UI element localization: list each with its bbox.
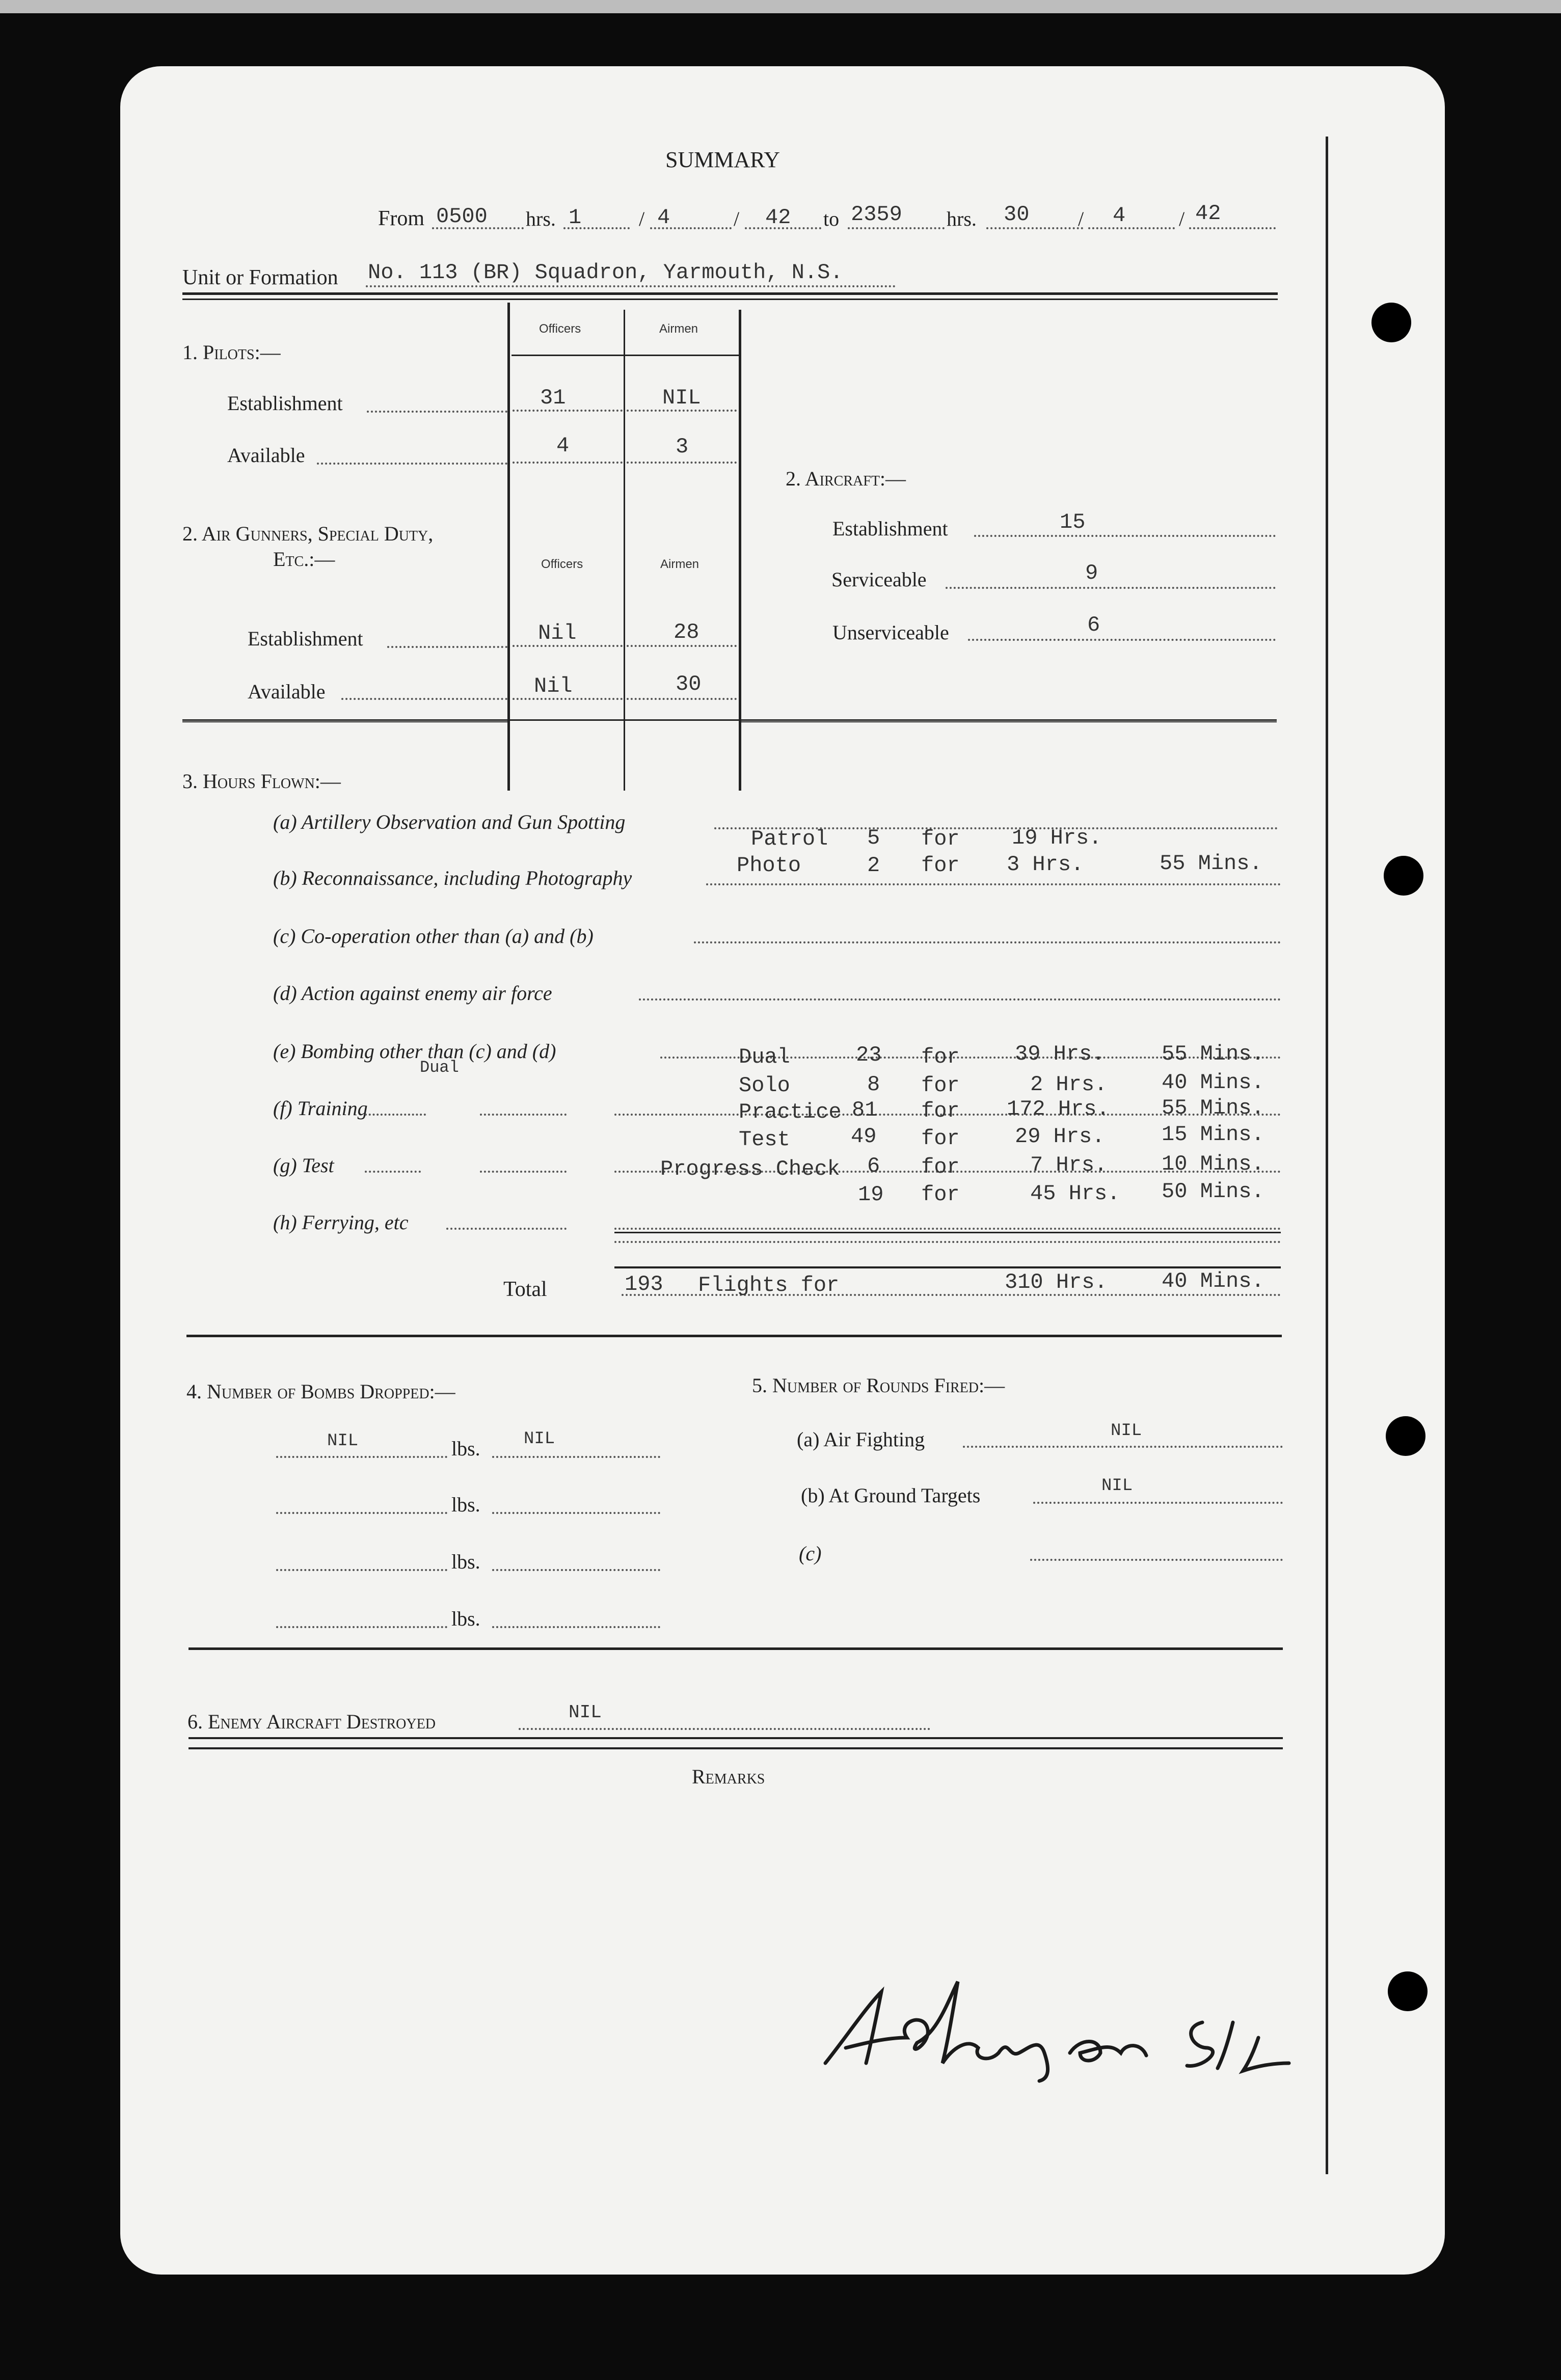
rounds-b-label: (b) At Ground Targets xyxy=(801,1484,981,1507)
hours-h-label: (h) Ferrying, etc xyxy=(273,1211,409,1234)
pilots-available-leader xyxy=(317,463,507,465)
bombs-row2-left-line xyxy=(276,1512,447,1514)
unit-label: Unit or Formation xyxy=(182,266,338,289)
hours-row-count: 49 xyxy=(851,1124,877,1149)
hours-row-count: 19 xyxy=(858,1182,884,1207)
rounds-c-label: (c) xyxy=(799,1542,822,1565)
to-year-value: 42 xyxy=(1195,201,1221,226)
punch-hole xyxy=(1384,856,1423,896)
to-year-line xyxy=(1189,227,1276,229)
signature xyxy=(815,1961,1314,2084)
rounds-b-value: NIL xyxy=(1101,1476,1133,1496)
gunners-establishment-officers: Nil xyxy=(538,621,577,645)
hours-b-label: (b) Reconnaissance, including Photography xyxy=(273,867,632,889)
section-rule-3 xyxy=(186,1335,1282,1337)
hours-row-for: for xyxy=(921,1099,960,1123)
from-sep-1: / xyxy=(639,207,645,230)
punch-hole xyxy=(1371,303,1411,342)
pilots-establishment-officers: 31 xyxy=(540,386,566,410)
hours-dual-note: Dual xyxy=(420,1058,459,1077)
table-vline-2 xyxy=(624,310,625,791)
gunners-heading-line1: 2. Air Gunners, Special Duty, xyxy=(182,522,434,545)
hours-b-line xyxy=(706,883,1281,885)
to-time-value: 2359 xyxy=(851,202,902,227)
gunners-available-leader xyxy=(341,698,507,700)
rounds-heading: 5. Number of Rounds Fired:— xyxy=(752,1374,1005,1397)
punch-hole xyxy=(1386,1416,1425,1456)
gunners-est-airmen-line xyxy=(627,645,737,647)
aircraft-serviceable-label: Serviceable xyxy=(831,568,927,591)
section-rule-5b xyxy=(189,1747,1283,1749)
remarks-heading: Remarks xyxy=(692,1765,765,1788)
gunners-airmen-header: Airmen xyxy=(660,557,699,571)
hours-row-name: Test xyxy=(739,1127,790,1152)
hours-row-mins: 40 Mins. xyxy=(1162,1070,1264,1095)
to-label: to xyxy=(823,207,840,230)
enemy-label: 6. Enemy Aircraft Destroyed xyxy=(187,1710,436,1733)
to-sep-2: / xyxy=(1179,207,1185,230)
aircraft-unserviceable-line xyxy=(968,639,1276,641)
hours-total-rule xyxy=(614,1266,1281,1268)
hours-c-line xyxy=(694,941,1281,943)
hours-row-hrs: 39 Hrs. xyxy=(1015,1042,1105,1066)
from-year-value: 42 xyxy=(765,205,791,230)
hours-row-for: for xyxy=(921,853,960,878)
hours-g-line-a xyxy=(365,1171,421,1173)
bombs-row2-lbs: lbs. xyxy=(451,1493,480,1516)
hours-row-count: 8 xyxy=(867,1072,880,1097)
to-sep-1: / xyxy=(1078,207,1084,230)
gunners-officers-header: Officers xyxy=(541,557,583,571)
to-time-line xyxy=(848,227,945,229)
page-right-rule xyxy=(1326,137,1328,2174)
from-month-value: 4 xyxy=(657,205,670,230)
rounds-a-value: NIL xyxy=(1111,1421,1142,1441)
hours-d-label: (d) Action against enemy air force xyxy=(273,982,552,1005)
hours-row-count: 2 xyxy=(867,853,880,878)
bombs-row3-lbs: lbs. xyxy=(451,1550,480,1573)
pilots-officers-header: Officers xyxy=(539,322,581,336)
hours-total-flights-for: Flights for xyxy=(698,1273,840,1297)
bombs-row2-right-line xyxy=(492,1512,660,1514)
bombs-row4-right-line xyxy=(492,1626,660,1628)
hours-row-mins: 15 Mins. xyxy=(1162,1122,1264,1147)
pilots-available-officers: 4 xyxy=(556,434,570,458)
hours-heading: 3. Hours Flown:— xyxy=(182,770,341,793)
hours-row-for: for xyxy=(921,1182,960,1207)
pilots-available-airmen: 3 xyxy=(676,435,689,459)
bombs-row4-left-line xyxy=(276,1626,447,1628)
table-header-rule-1 xyxy=(512,355,739,356)
hours-row-for: for xyxy=(921,1073,960,1098)
enemy-value: NIL xyxy=(569,1702,602,1723)
pilots-establishment-leader xyxy=(367,411,507,413)
hours-f-line-b xyxy=(480,1114,567,1116)
bombs-row1-lbs: lbs. xyxy=(451,1437,480,1460)
hours-row-hrs: 3 Hrs. xyxy=(1007,852,1084,877)
bombs-row3-right-line xyxy=(492,1569,660,1571)
hours-row-mins: 55 Mins. xyxy=(1162,1042,1264,1066)
from-hrs-label: hrs. xyxy=(526,207,556,230)
rounds-b-line xyxy=(1033,1502,1283,1504)
scan-top-strip xyxy=(0,0,1561,13)
header-rule-top xyxy=(182,292,1278,295)
hours-row-for: for xyxy=(921,1126,960,1151)
aircraft-establishment-line xyxy=(974,535,1276,537)
hours-row-hrs: 7 Hrs. xyxy=(1030,1153,1108,1177)
rounds-a-label: (a) Air Fighting xyxy=(797,1428,925,1451)
pilots-available-label: Available xyxy=(227,444,305,467)
hours-e-label: (e) Bombing other than (c) and (d) xyxy=(273,1040,556,1063)
hours-row-name: Progress Check xyxy=(660,1157,840,1181)
aircraft-unserviceable-label: Unserviceable xyxy=(832,621,949,644)
aircraft-unserviceable-value: 6 xyxy=(1087,613,1100,637)
pilots-avail-officers-line xyxy=(513,462,623,464)
hours-row-mins: 55 Mins. xyxy=(1160,851,1262,876)
to-month-value: 4 xyxy=(1113,203,1126,228)
pilots-est-airmen-line xyxy=(627,410,737,412)
enemy-line xyxy=(519,1728,930,1730)
to-day-value: 30 xyxy=(1004,202,1030,227)
hours-c-label: (c) Co-operation other than (a) and (b) xyxy=(273,925,594,948)
header-rule-bottom xyxy=(182,299,1278,300)
hours-row-hrs: 2 Hrs. xyxy=(1030,1072,1108,1097)
summary-form-page xyxy=(120,66,1445,2275)
hours-d-line xyxy=(639,998,1281,1000)
hours-total-label: Total xyxy=(503,1278,547,1301)
hours-row-name: Dual xyxy=(739,1045,790,1069)
hours-row-name: Photo xyxy=(737,853,801,878)
hours-h-line-a xyxy=(446,1228,567,1230)
hours-row-hrs: 19 Hrs. xyxy=(1012,826,1102,850)
bombs-row4-lbs: lbs. xyxy=(451,1607,480,1630)
hours-row-name: Patrol xyxy=(751,827,828,851)
hours-f-line-a xyxy=(365,1114,426,1116)
hours-row-mins: 55 Mins. xyxy=(1162,1096,1264,1120)
aircraft-serviceable-value: 9 xyxy=(1085,561,1098,585)
hours-extra-line xyxy=(614,1241,1281,1243)
pilots-heading: 1. Pilots:— xyxy=(182,341,281,364)
hours-row-count: 5 xyxy=(867,826,880,850)
gunners-avail-officers-line xyxy=(513,698,623,700)
hours-row-name: Solo xyxy=(739,1073,790,1098)
gunners-available-airmen: 30 xyxy=(676,672,702,696)
from-day-value: 1 xyxy=(569,205,582,230)
gunners-establishment-leader xyxy=(387,646,507,648)
from-sep-2: / xyxy=(734,207,740,230)
gunners-establishment-airmen: 28 xyxy=(674,620,699,644)
rounds-c-line xyxy=(1030,1559,1283,1561)
table-vline-3 xyxy=(739,310,741,791)
form-title: SUMMARY xyxy=(665,147,780,172)
aircraft-heading: 2. Aircraft:— xyxy=(786,467,906,490)
gunners-avail-airmen-line xyxy=(627,698,737,700)
aircraft-establishment-label: Establishment xyxy=(832,517,948,540)
unit-value-line xyxy=(366,285,896,287)
gunners-est-officers-line xyxy=(513,645,623,647)
hours-g-line-b xyxy=(480,1171,567,1173)
bombs-row1-left-value: NIL xyxy=(327,1431,359,1451)
table-vline-1 xyxy=(507,303,510,791)
hours-row-name: Practice xyxy=(739,1100,842,1124)
hours-row-for: for xyxy=(921,1045,960,1069)
section-rule-2 xyxy=(507,719,1277,721)
hours-row-count: 23 xyxy=(856,1043,882,1067)
section-rule-1 xyxy=(182,719,507,721)
hours-f-label: (f) Training xyxy=(273,1097,368,1120)
to-hrs-label: hrs. xyxy=(947,207,977,230)
section-rule-1b xyxy=(182,721,507,722)
hours-row-hrs: 45 Hrs. xyxy=(1030,1181,1120,1206)
hours-total-hrs: 310 Hrs. xyxy=(1005,1270,1108,1294)
section-rule-5 xyxy=(189,1737,1283,1739)
to-month-line xyxy=(1088,227,1175,229)
from-label: From xyxy=(378,207,425,230)
hours-row-for: for xyxy=(921,1155,960,1179)
gunners-heading-line2: Etc.:— xyxy=(273,548,335,571)
to-day-line xyxy=(986,227,1083,229)
rounds-a-line xyxy=(963,1446,1283,1448)
hours-row-count: 6 xyxy=(867,1154,880,1178)
section-rule-4 xyxy=(189,1647,1283,1650)
punch-hole xyxy=(1388,1971,1428,2011)
hours-h-line-b xyxy=(614,1228,1281,1230)
hours-total-count: 193 xyxy=(625,1272,663,1296)
pilots-est-officers-line xyxy=(513,410,623,412)
bombs-row1-right-line xyxy=(492,1456,660,1458)
aircraft-establishment-value: 15 xyxy=(1060,510,1086,534)
pilots-establishment-label: Establishment xyxy=(227,392,343,415)
hours-row-hrs: 29 Hrs. xyxy=(1015,1124,1105,1149)
bombs-row1-right-value: NIL xyxy=(524,1429,555,1449)
from-time-value: 0500 xyxy=(436,204,488,229)
hours-row-mins: 10 Mins. xyxy=(1162,1152,1264,1176)
gunners-available-officers: Nil xyxy=(534,674,573,698)
bombs-heading: 4. Number of Bombs Dropped:— xyxy=(186,1380,455,1403)
hours-row-hrs: 172 Hrs. xyxy=(1007,1097,1110,1121)
hours-subtotal-rule xyxy=(614,1232,1281,1233)
pilots-establishment-airmen: NIL xyxy=(662,386,701,410)
hours-row-for: for xyxy=(921,827,960,851)
bombs-row3-left-line xyxy=(276,1569,447,1571)
hours-total-mins: 40 Mins. xyxy=(1162,1269,1264,1293)
aircraft-serviceable-line xyxy=(946,587,1276,589)
bombs-row1-left-line xyxy=(276,1456,447,1458)
section-rule-2b xyxy=(739,721,1277,722)
hours-row-mins: 50 Mins. xyxy=(1162,1179,1264,1204)
gunners-establishment-label: Establishment xyxy=(248,627,363,650)
gunners-available-label: Available xyxy=(248,680,326,703)
hours-g-label: (g) Test xyxy=(273,1154,334,1177)
hours-a-label: (a) Artillery Observation and Gun Spotting xyxy=(273,810,626,833)
pilots-avail-airmen-line xyxy=(627,462,737,464)
unit-value: No. 113 (BR) Squadron, Yarmouth, N.S. xyxy=(368,260,843,285)
hours-row-count: 81 xyxy=(852,1098,878,1122)
pilots-airmen-header: Airmen xyxy=(659,322,698,336)
